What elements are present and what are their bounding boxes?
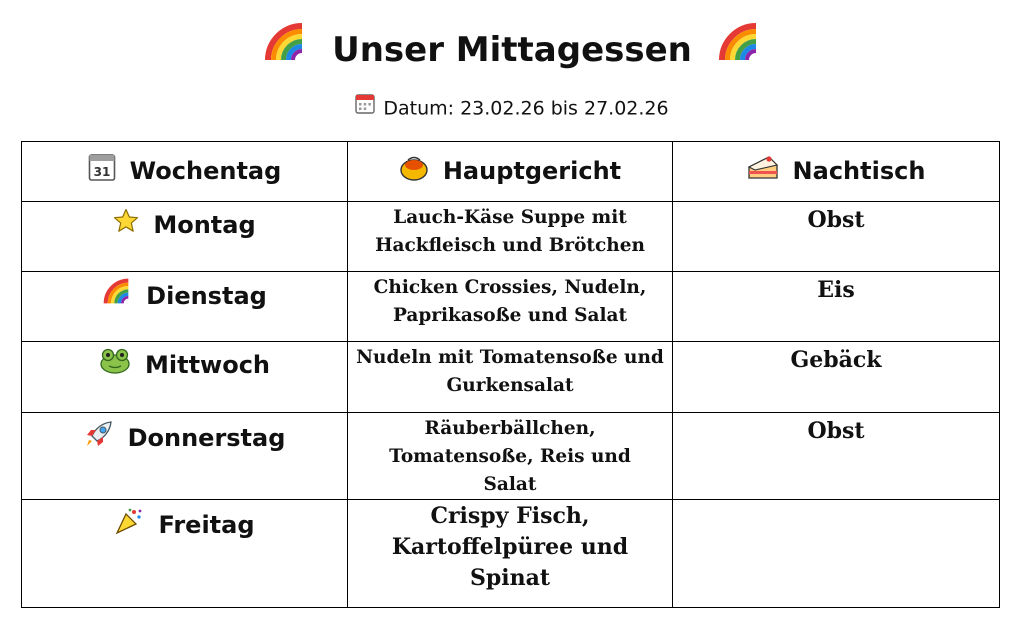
svg-text:31: 31 bbox=[93, 164, 111, 179]
frog-icon bbox=[99, 348, 131, 380]
dessert-cell bbox=[673, 342, 1000, 412]
main-dish-cell bbox=[348, 412, 673, 499]
main-dish-cell bbox=[348, 499, 673, 607]
main-dish: Chicken Crossies, Nudeln, Paprikasoße und Salat bbox=[373, 277, 647, 327]
dessert-cell bbox=[673, 499, 1000, 607]
day-cell bbox=[22, 342, 348, 412]
food-bowl-icon bbox=[399, 152, 429, 188]
dessert bbox=[673, 500, 999, 505]
main-dish-cell bbox=[348, 342, 673, 412]
dessert: Obst bbox=[807, 417, 865, 444]
day-cell bbox=[22, 412, 348, 499]
day-cell bbox=[22, 202, 348, 272]
day-label: Freitag bbox=[158, 510, 255, 539]
day-label: Montag bbox=[153, 211, 256, 240]
header-wochentag bbox=[22, 142, 348, 202]
lunch-menu-table bbox=[21, 141, 1000, 608]
dessert: Gebäck bbox=[790, 347, 882, 374]
dessert-cell bbox=[673, 202, 1000, 272]
main-dish: Räuberbällchen, Tomatensoße, Reis und Salat bbox=[389, 417, 631, 495]
star-icon bbox=[113, 208, 139, 240]
main-dish: Nudeln mit Tomatensoße und Gurkensalat bbox=[356, 347, 664, 397]
header-label: Hauptgericht bbox=[442, 156, 622, 185]
rainbow-icon bbox=[718, 22, 760, 77]
page-title bbox=[0, 22, 1024, 77]
dessert-cell bbox=[673, 272, 1000, 342]
dessert-cell bbox=[673, 412, 1000, 499]
table-row bbox=[22, 412, 1000, 499]
main-dish: Crispy Fisch, Kartoffelpüree und Spinat bbox=[391, 502, 629, 591]
main-dish-cell bbox=[348, 272, 673, 342]
header-label: Wochentag bbox=[129, 156, 282, 185]
table-row bbox=[22, 342, 1000, 412]
rainbow-icon bbox=[264, 22, 306, 77]
header-nachtisch bbox=[673, 142, 1000, 202]
day-cell bbox=[22, 272, 348, 342]
date-range-text: Datum: 23.02.26 bis 27.02.26 bbox=[383, 97, 669, 120]
cake-icon bbox=[747, 153, 779, 187]
day-label: Dienstag bbox=[146, 282, 267, 311]
dessert: Obst bbox=[807, 207, 865, 234]
rainbow-icon bbox=[102, 278, 132, 312]
date-range bbox=[0, 94, 1024, 124]
table-row bbox=[22, 499, 1000, 607]
title-text: Unser Mittagessen bbox=[332, 29, 692, 70]
main-dish: Lauch-Käse Suppe mit Hackfleisch und Brötchen bbox=[375, 207, 645, 257]
header-hauptgericht bbox=[348, 142, 673, 202]
day-label: Mittwoch bbox=[144, 351, 271, 380]
table-header-row bbox=[22, 142, 1000, 202]
day-label: Donnerstag bbox=[127, 423, 286, 452]
main-dish-cell bbox=[348, 202, 673, 272]
dessert: Eis bbox=[817, 277, 855, 304]
calendar-31-icon bbox=[88, 152, 116, 188]
party-popper-icon bbox=[114, 506, 144, 542]
rocket-icon bbox=[84, 419, 114, 455]
table-row bbox=[22, 202, 1000, 272]
calendar-icon bbox=[355, 92, 375, 122]
header-label: Nachtisch bbox=[792, 156, 926, 185]
table-row bbox=[22, 272, 1000, 342]
day-cell bbox=[22, 499, 348, 607]
